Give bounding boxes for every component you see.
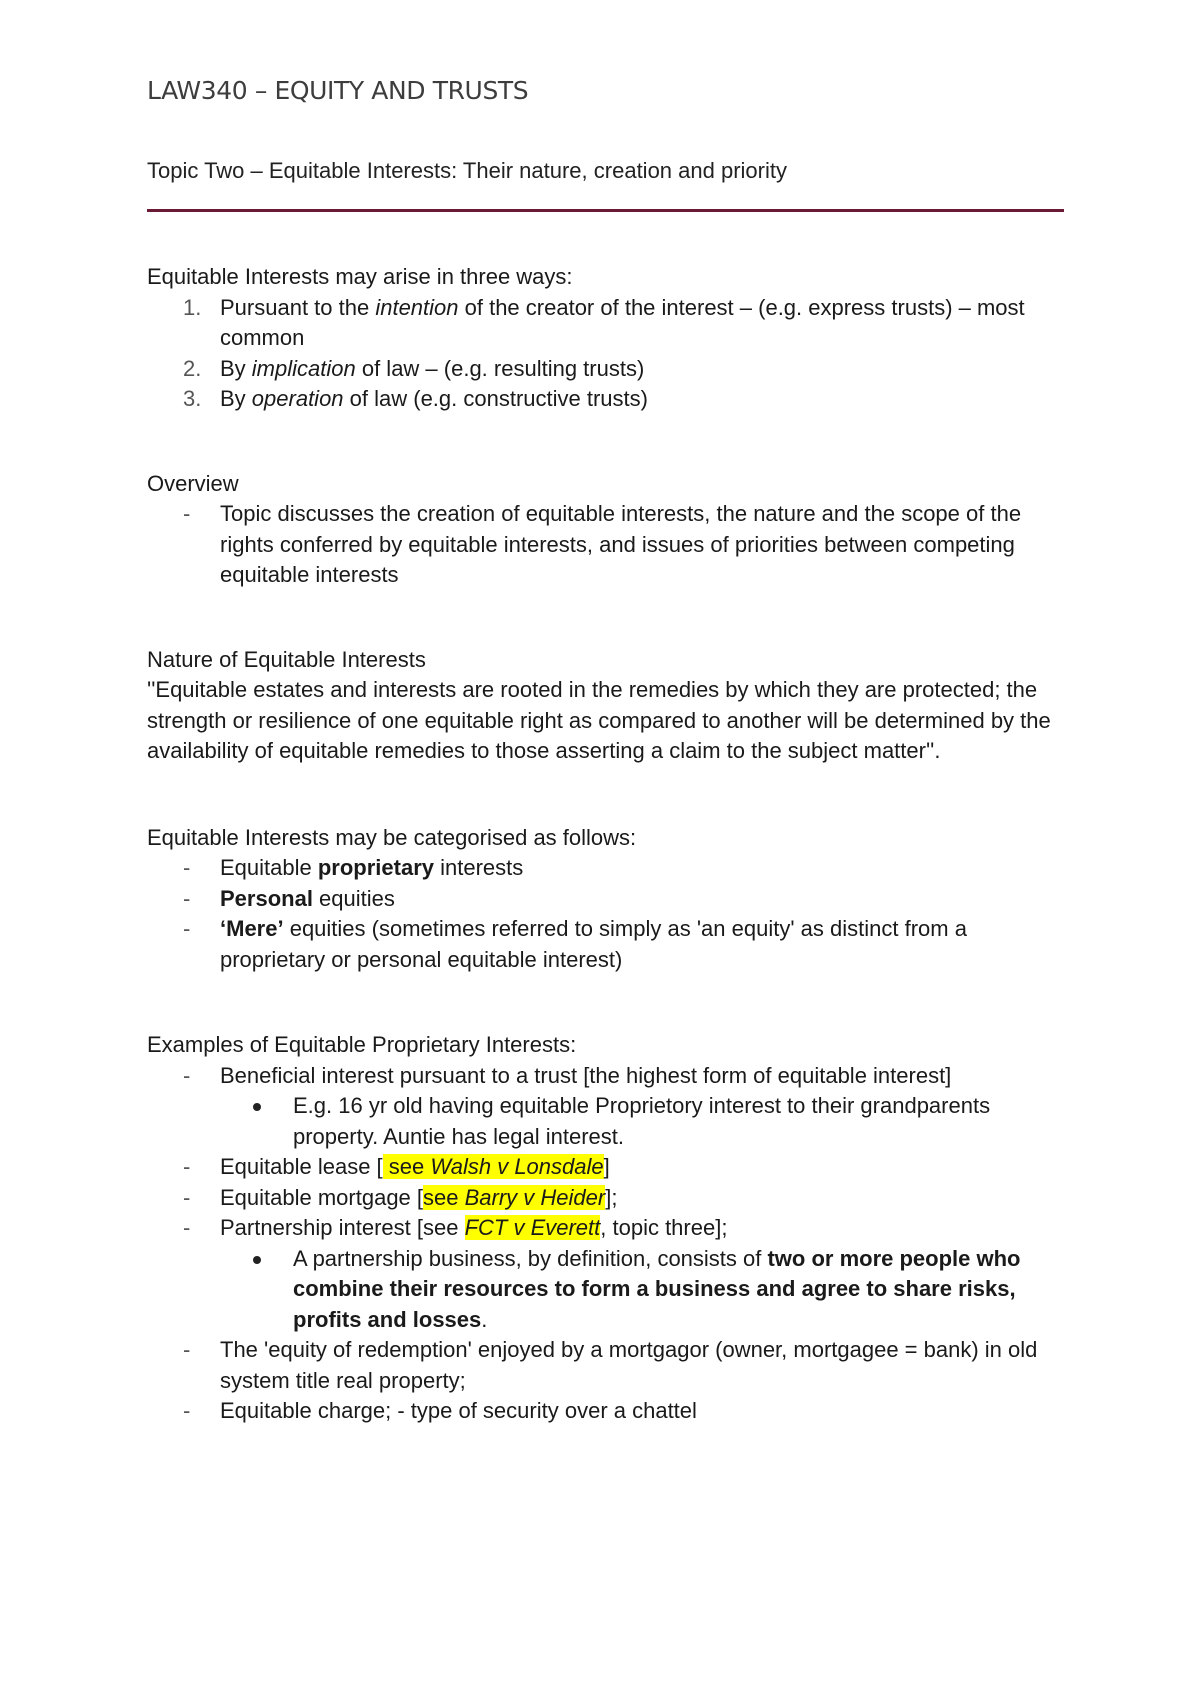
document-title: LAW340 – EQUITY AND TRUSTS	[147, 76, 529, 105]
list-text: Partnership interest [see	[220, 1215, 465, 1240]
sub-list	[147, 1091, 1067, 1152]
nature-heading: Nature of Equitable Interests	[147, 646, 426, 672]
list-number: 2.	[183, 355, 202, 381]
bullet-dot	[253, 1256, 261, 1264]
list-number: 1.	[183, 294, 202, 320]
bullet-dot	[253, 1103, 261, 1111]
overview-list	[147, 499, 1067, 591]
list-text: equities (sometimes referred to simply as 'an equity' as distinct from a proprietary or personal equitable interest)	[220, 916, 967, 972]
list-text: interests	[434, 855, 524, 880]
list-emphasis: intention	[375, 294, 459, 320]
list-text: ]	[603, 1154, 610, 1179]
document-subtitle: Topic Two – Equitable Interests: Their nature, creation and priority	[147, 158, 787, 183]
list-item	[147, 1152, 1067, 1183]
case-name: FCT v Everett	[464, 1215, 601, 1240]
list-item	[147, 914, 1067, 975]
list-text: Equitable charge; - type of security over a chattel	[220, 1398, 697, 1423]
dash-marker: -	[183, 885, 191, 911]
list-bold: ‘Mere’	[220, 916, 284, 941]
dash-marker: -	[183, 855, 191, 880]
examples-list	[147, 1061, 1067, 1427]
examples-heading: Examples of Equitable Proprietary Interests:	[147, 1032, 577, 1057]
list-text: A partnership business, by definition, consists of	[293, 1245, 768, 1271]
list-emphasis: operation	[251, 386, 344, 411]
list-number: 3.	[183, 386, 202, 411]
list-text: Equitable	[220, 855, 318, 880]
highlighted-citation	[423, 1185, 605, 1210]
list-bold: proprietary	[317, 855, 435, 880]
dash-marker: -	[183, 1062, 191, 1088]
list-bold: Personal	[220, 885, 313, 911]
list-text: Equitable lease [	[220, 1154, 383, 1179]
list-text: Pursuant to the	[220, 294, 376, 320]
citation-text: see	[423, 1184, 465, 1210]
dash-marker: -	[183, 1154, 191, 1179]
case-name: Barry v Heider	[464, 1184, 606, 1210]
citation-text: see	[382, 1154, 431, 1179]
list-emphasis: implication	[251, 355, 356, 381]
nature-quote: ''Equitable estates and interests are rooted in the remedies by which they are protected; the strength or resilience of one equitable right as compared to another will be determined by the availability of equitable remedies to those asserting a claim to the subject matter''.	[147, 677, 1051, 763]
case-name: Walsh v Lonsdale	[430, 1154, 604, 1179]
overview-heading: Overview	[147, 470, 239, 496]
list-text: Beneficial interest pursuant to a trust [the highest form of equitable interest]	[220, 1062, 952, 1088]
list-item	[147, 1213, 1067, 1335]
dash-marker: -	[183, 1215, 191, 1240]
list-item	[147, 499, 1067, 591]
list-item	[147, 1061, 1067, 1153]
categories-heading: Equitable Interests may be categorised as follows:	[147, 824, 637, 850]
list-text: Topic discusses the creation of equitable interests, the nature and the scope of the rights conferred by equitable interests, and issues of priorities between competing equitable interests	[220, 501, 1022, 587]
categories-list	[147, 853, 1067, 975]
list-text: of law – (e.g. resulting trusts)	[355, 355, 645, 381]
highlighted-citation	[383, 1154, 604, 1179]
list-text: .	[481, 1306, 488, 1332]
list-item	[147, 884, 1067, 915]
dash-marker: -	[183, 916, 191, 941]
list-text: , topic three];	[600, 1215, 728, 1240]
list-item	[147, 384, 1067, 415]
document-body	[147, 262, 1067, 1427]
dash-marker: -	[183, 1398, 191, 1423]
list-text: of law (e.g. constructive trusts)	[343, 386, 648, 411]
sub-list-item	[147, 1091, 1067, 1152]
dash-marker: -	[183, 1337, 191, 1362]
ways-heading: Equitable Interests may arise in three ways:	[147, 264, 573, 289]
list-item	[147, 1396, 1067, 1427]
list-item	[147, 293, 1067, 354]
sub-list	[147, 1244, 1067, 1336]
list-text: Equitable mortgage [	[220, 1184, 424, 1210]
dash-marker: -	[183, 501, 191, 526]
list-text: By	[220, 355, 252, 381]
ways-list	[147, 293, 1067, 415]
list-item	[147, 1335, 1067, 1396]
list-text: ];	[605, 1184, 618, 1210]
list-text: of the creator of the interest – (e.g. express trusts) – most common	[220, 294, 1025, 350]
list-text: The 'equity of redemption' enjoyed by a mortgagor (owner, mortgagee = bank) in old system title real property;	[220, 1337, 1038, 1393]
list-bold: two or more people who combine their resources to form a business and agree to share risks, profits and losses	[293, 1245, 1021, 1332]
list-item	[147, 354, 1067, 385]
list-text: equities	[312, 885, 395, 911]
sub-list-item	[147, 1244, 1067, 1336]
list-text: E.g. 16 yr old having equitable Proprietory interest to their grandparents property. Auntie has legal interest.	[293, 1093, 991, 1149]
list-text: By	[220, 386, 252, 411]
list-item	[147, 853, 1067, 884]
dash-marker: -	[183, 1184, 191, 1210]
title-divider	[147, 209, 1064, 212]
list-item	[147, 1183, 1067, 1214]
